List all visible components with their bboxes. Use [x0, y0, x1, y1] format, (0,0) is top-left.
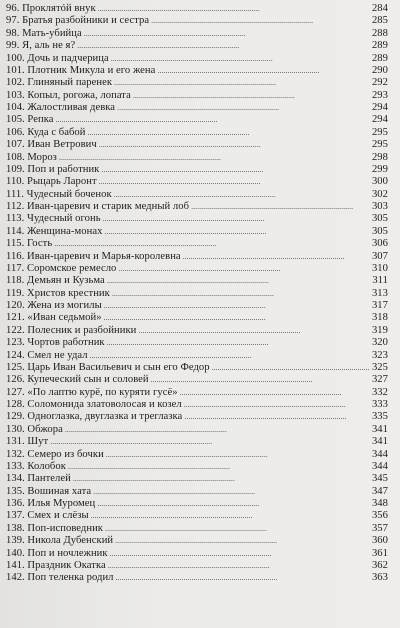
toc-entry [6, 102, 388, 114]
toc-entry-title: 139. Никола Дубенский [6, 535, 114, 547]
toc-entry [6, 350, 388, 362]
dot-leader [111, 53, 369, 65]
toc-entry [6, 572, 388, 584]
toc-entry-title: 127. «По лаптю курё, по куряти гусё» [6, 386, 178, 398]
toc-entry [6, 535, 388, 547]
toc-entry [6, 449, 388, 461]
dot-leader [107, 337, 369, 349]
dot-leader [118, 263, 369, 275]
toc-entry-title: 125. Царь Иван Васильевич и сын его Федор [6, 361, 210, 373]
toc-entry [6, 411, 388, 423]
dot-leader [50, 436, 369, 448]
toc-entry-title: 98. Мать-убийца [6, 27, 82, 39]
toc-entry-page-number: 295 [371, 126, 388, 138]
toc-entry [6, 473, 388, 485]
dot-leader [99, 176, 369, 188]
dot-leader [54, 238, 369, 250]
dot-leader [106, 449, 369, 461]
toc-entry-title: 100. Дочь и падчерица [6, 52, 109, 64]
dot-leader [105, 523, 369, 535]
dot-leader [104, 226, 369, 238]
toc-entry-page-number: 298 [371, 151, 388, 163]
toc-entry-page-number: 294 [371, 102, 388, 113]
dot-leader [87, 127, 369, 139]
toc-entry-title: 107. Иван Ветрович [6, 139, 97, 151]
toc-entry-title: 106. Куда с бабой [6, 126, 86, 138]
toc-entry-title: 136. Илья Муромец [6, 498, 96, 509]
dot-leader [151, 374, 369, 386]
dot-leader [183, 251, 369, 263]
toc-entry-title: 99. Я, аль не я? [6, 40, 76, 52]
toc-entry [6, 65, 388, 77]
toc-entry [6, 399, 388, 411]
dot-leader [107, 275, 369, 287]
toc-entry-title: 115. Гость [6, 238, 53, 250]
dot-leader [68, 461, 369, 473]
toc-entry-page-number: 317 [371, 300, 388, 311]
toc-entry-page-number: 325 [371, 361, 388, 373]
toc-entry-page-number: 341 [371, 423, 388, 435]
toc-entry-title: 128. Соломонида златоволосая и козел [6, 399, 182, 410]
toc-entry [6, 213, 388, 225]
toc-entry-page-number: 357 [371, 522, 388, 534]
toc-entry [6, 263, 388, 275]
toc-entry-title: 124. Смел не удал [6, 349, 88, 361]
toc-entry-title: 119. Христов крестник [6, 287, 110, 299]
toc-entry [6, 139, 388, 151]
dot-leader [93, 486, 369, 498]
dot-leader [73, 473, 369, 485]
toc-entry-title: 108. Мороз [6, 151, 57, 163]
toc-entry-title: 97. Братья разбойники и сестра [6, 15, 150, 27]
toc-entry-title: 126. Купеческий сын и соловей [6, 374, 149, 386]
toc-entry-title: 140. Поп и ночлежник [6, 547, 108, 559]
toc-entry-title: 123. Чортов работник [6, 337, 105, 349]
toc-entry-title: 104. Жалостливая девка [6, 102, 116, 113]
toc-entry-page-number: 305 [371, 225, 388, 237]
toc-entry-page-number: 323 [371, 349, 388, 361]
toc-entry-title: 112. Иван-царевич и старик медный лоб [6, 201, 190, 212]
toc-entry-title: 134. Пантелей [6, 473, 71, 485]
dot-leader [184, 411, 369, 423]
toc-entry-title: 111. Чудесный боченок [6, 188, 112, 200]
toc-entry-page-number: 299 [371, 163, 388, 175]
toc-entry [6, 127, 388, 139]
toc-entry [6, 3, 388, 15]
toc-entry [6, 510, 388, 522]
dot-leader [104, 312, 369, 324]
toc-entry-title: 135. Вошиная хата [6, 485, 92, 497]
toc-entry [6, 176, 388, 188]
toc-entry-title: 102. Глиняный паренек [6, 77, 113, 89]
toc-entry [6, 90, 388, 102]
toc-entry-page-number: 362 [371, 559, 388, 571]
toc-entry-page-number: 348 [371, 498, 388, 509]
dot-leader [184, 399, 369, 411]
toc-entry-page-number: 360 [371, 535, 388, 547]
toc-entry-page-number: 319 [371, 324, 388, 336]
dot-leader [157, 65, 369, 77]
toc-entry-page-number: 289 [371, 40, 388, 52]
dot-leader [103, 213, 369, 225]
toc-entry [6, 387, 388, 399]
dot-leader [112, 288, 369, 300]
dot-leader [90, 350, 369, 362]
toc-entry [6, 300, 388, 312]
toc-entry-title: 137. Смех и слёзы [6, 510, 89, 522]
toc-entry-page-number: 327 [371, 374, 388, 386]
toc-entry-title: 138. Поп-исповедник [6, 522, 103, 534]
dot-leader [108, 560, 369, 572]
toc-entry [6, 251, 388, 263]
dot-leader [77, 40, 369, 52]
toc-entry-page-number: 345 [371, 473, 388, 485]
toc-entry-page-number: 293 [371, 89, 388, 101]
toc-entry [6, 312, 388, 324]
toc-entry-page-number: 292 [371, 77, 388, 89]
toc-entry-title: 142. Поп теленка родил [6, 572, 114, 584]
toc-entry [6, 114, 388, 126]
dot-leader [117, 102, 369, 114]
toc-entry [6, 325, 388, 337]
toc-entry-page-number: 307 [371, 250, 388, 262]
toc-entry-title: 133. Колобок [6, 460, 66, 472]
toc-entry-title: 141. Праздник Окатка [6, 559, 106, 571]
toc-entry-page-number: 305 [371, 213, 388, 225]
toc-entry-page-number: 306 [371, 238, 388, 250]
toc-entry-title: 114. Женщина-монах [6, 225, 103, 237]
toc-entry-page-number: 285 [371, 15, 388, 27]
toc-entry-page-number: 361 [371, 547, 388, 559]
toc-entry-title: 116. Иван-царевич и Марья-королевна [6, 250, 181, 262]
toc-entry-page-number: 344 [371, 448, 388, 460]
toc-entry-page-number: 302 [371, 188, 388, 200]
dot-leader [65, 424, 369, 436]
dot-leader [104, 300, 369, 312]
toc-entry-page-number: 303 [371, 201, 388, 212]
toc-entry-page-number: 335 [371, 411, 388, 423]
toc-entry-title: 105. Репка [6, 114, 54, 126]
toc-entry-title: 110. Рыцарь Ларонт [6, 176, 97, 188]
toc-entry [6, 374, 388, 386]
dot-leader [114, 189, 369, 201]
dot-leader [84, 28, 369, 40]
toc-entry [6, 152, 388, 164]
toc-entry-page-number: 290 [371, 64, 388, 76]
toc-entry [6, 560, 388, 572]
dot-leader [138, 325, 369, 337]
toc-entry-title: 101. Плотник Микула и его жена [6, 64, 156, 76]
toc-entry-page-number: 310 [371, 262, 388, 274]
toc-entry-title: 113. Чудесный огонь [6, 213, 101, 225]
toc-entry [6, 424, 388, 436]
toc-entry-page-number: 300 [371, 176, 388, 188]
toc-entry-title: 109. Поп и работник [6, 163, 100, 175]
dot-leader [133, 90, 369, 102]
toc-entry-page-number: 363 [371, 572, 388, 584]
toc-entry [6, 498, 388, 510]
toc-entry-page-number: 295 [371, 139, 388, 151]
table-of-contents [6, 3, 388, 585]
dot-leader [116, 572, 369, 584]
toc-entry-page-number: 347 [371, 485, 388, 497]
dot-leader [56, 114, 370, 126]
dot-leader [191, 201, 369, 213]
toc-entry-page-number: 344 [371, 460, 388, 472]
toc-entry-page-number: 294 [371, 114, 388, 126]
toc-entry [6, 362, 388, 374]
toc-entry-page-number: 341 [371, 436, 388, 448]
toc-entry-page-number: 313 [371, 287, 388, 299]
toc-entry-page-number: 318 [371, 312, 388, 324]
toc-entry [6, 189, 388, 201]
toc-entry [6, 238, 388, 250]
toc-entry [6, 548, 388, 560]
toc-entry-page-number: 332 [371, 386, 388, 398]
toc-entry [6, 201, 388, 213]
toc-entry-page-number: 333 [371, 399, 388, 410]
toc-entry-title: 130. Обжора [6, 423, 63, 435]
toc-entry-title: 118. Демьян и Кузьма [6, 275, 105, 287]
toc-entry-title: 122. Полесник и разбойники [6, 324, 137, 336]
toc-entry-title: 131. Шут [6, 436, 49, 448]
toc-entry [6, 77, 388, 89]
toc-entry-page-number: 288 [371, 27, 388, 39]
toc-entry-title: 120. Жена из могилы [6, 300, 102, 311]
toc-entry [6, 523, 388, 535]
toc-entry-page-number: 320 [371, 337, 388, 349]
toc-entry [6, 486, 388, 498]
toc-entry-title: 129. Одноглазка, двуглазка и треглазка [6, 411, 183, 423]
toc-entry [6, 275, 388, 287]
toc-entry-title: 117. Соромское ремесло [6, 262, 117, 274]
dot-leader [151, 15, 369, 27]
toc-entry [6, 337, 388, 349]
dot-leader [114, 77, 369, 89]
toc-entry-page-number: 289 [371, 52, 388, 64]
dot-leader [101, 164, 369, 176]
toc-entry-title: 96. Проклятóй внук [6, 3, 96, 14]
dot-leader [91, 510, 369, 522]
toc-entry-page-number: 284 [371, 3, 388, 14]
toc-entry [6, 40, 388, 52]
dot-leader [59, 152, 369, 164]
toc-entry [6, 436, 388, 448]
toc-entry-page-number: 311 [372, 275, 388, 287]
toc-entry [6, 15, 388, 27]
toc-entry [6, 288, 388, 300]
dot-leader [110, 548, 369, 560]
dot-leader [212, 362, 369, 374]
toc-entry [6, 53, 388, 65]
dot-leader [97, 498, 369, 510]
dot-leader [98, 3, 369, 15]
dot-leader [180, 387, 369, 399]
toc-entry-title: 121. «Иван седьмой» [6, 312, 102, 324]
toc-entry [6, 461, 388, 473]
toc-entry [6, 226, 388, 238]
dot-leader [99, 139, 369, 151]
toc-entry-title: 103. Копыл, рогожа, лопата [6, 89, 131, 101]
dot-leader [115, 535, 369, 547]
toc-entry-page-number: 356 [371, 510, 388, 522]
toc-entry [6, 164, 388, 176]
toc-entry-title: 132. Семеро из бочки [6, 448, 104, 460]
toc-entry [6, 28, 388, 40]
